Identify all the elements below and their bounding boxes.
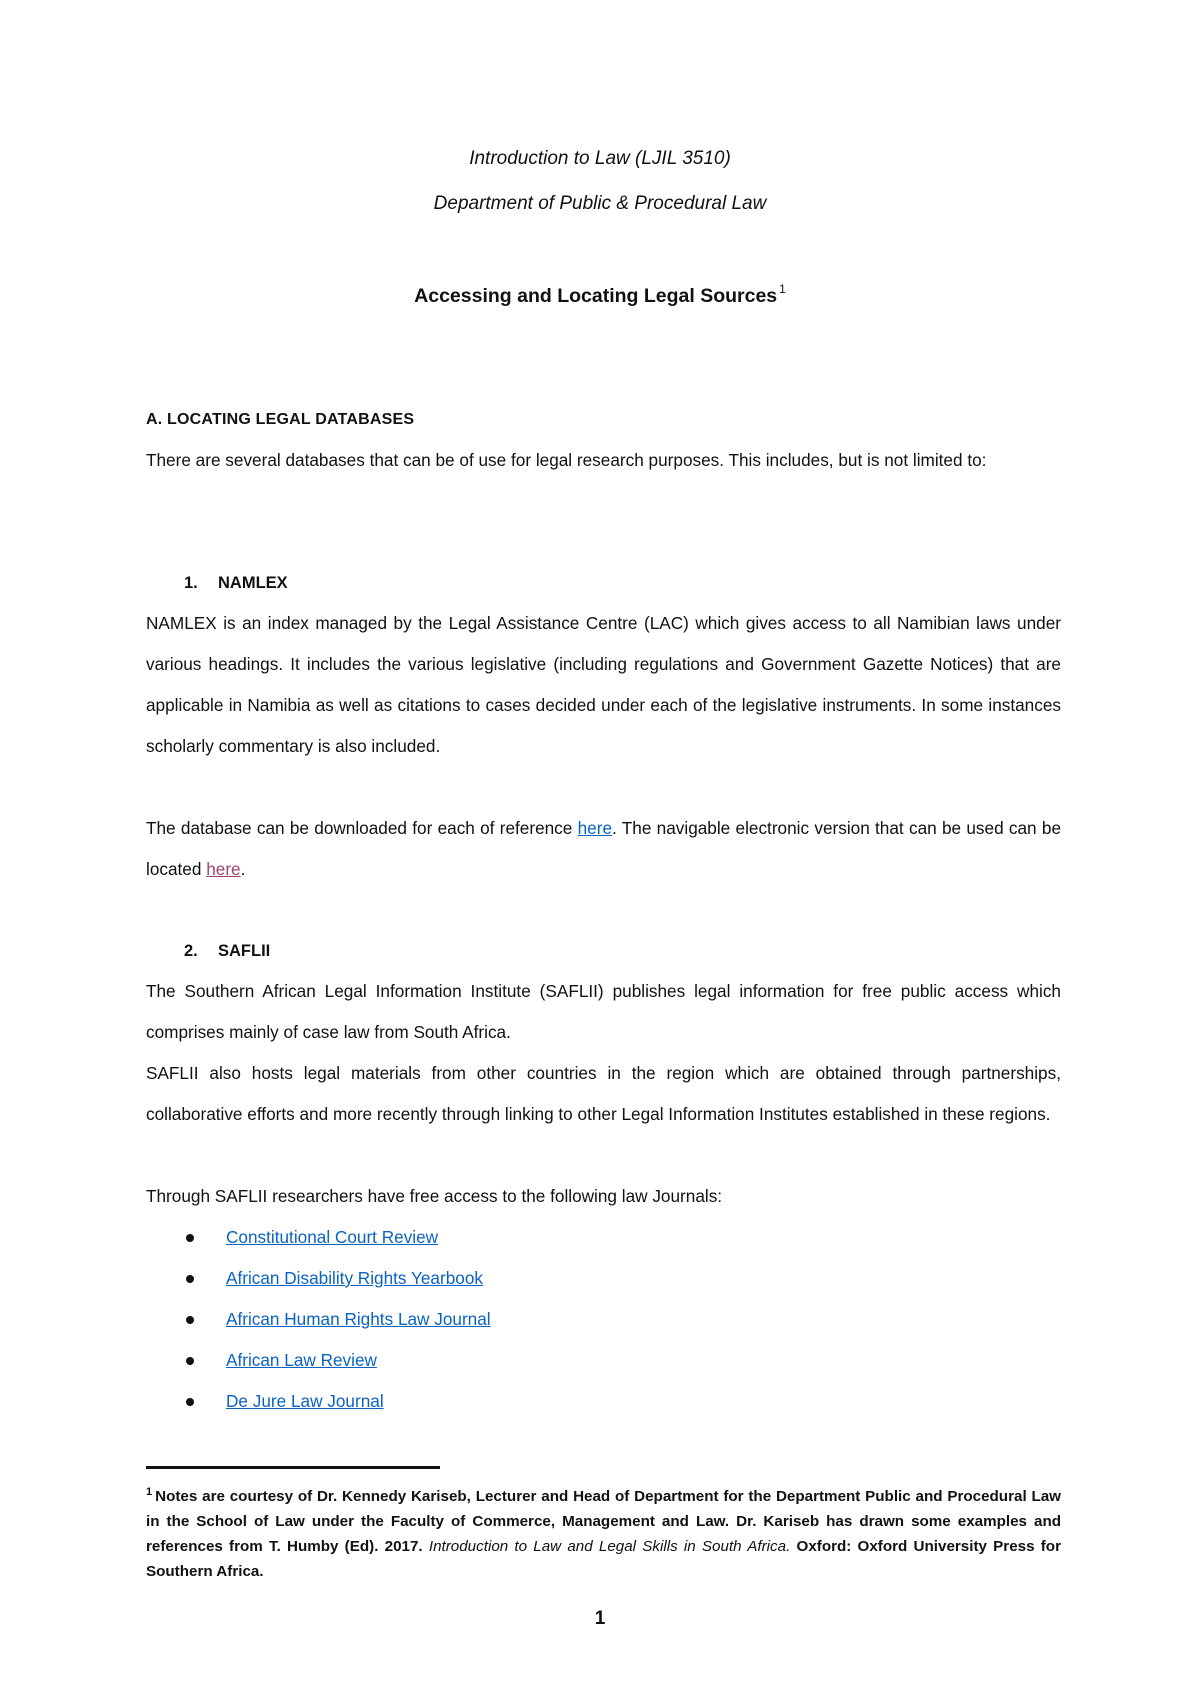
download-here-link[interactable]: here (577, 818, 613, 838)
namlex-title: NAMLEX (218, 574, 288, 592)
list-item (184, 1381, 491, 1422)
download-text-2: . The navigable electronic version that can be used can be located (146, 818, 1062, 879)
bullet-icon (186, 1357, 194, 1365)
course-title: Introduction to Law (LJIL 3510) (469, 148, 731, 169)
journal-link[interactable]: African Human Rights Law Journal (226, 1309, 491, 1329)
bullet-icon (186, 1275, 194, 1283)
saflii-journals-intro: Through SAFLII researchers have free access to the following law Journals: (146, 1186, 723, 1206)
journal-link[interactable]: African Law Review (226, 1350, 377, 1370)
footnote-marker: 1 (146, 1486, 153, 1498)
namlex-heading (184, 574, 288, 593)
document-title (0, 282, 1200, 308)
department-name: Department of Public & Procedural Law (433, 193, 767, 214)
footnote-text-2: Oxford: Oxford University Press for Southern Africa. (146, 1538, 1061, 1580)
section-a-heading: A. LOCATING LEGAL DATABASES (146, 411, 415, 428)
footnote-ref[interactable]: 1 (779, 282, 786, 296)
journal-link[interactable]: African Disability Rights Yearbook (226, 1268, 483, 1288)
bullet-icon (186, 1398, 194, 1406)
list-item (184, 1299, 491, 1340)
journal-link[interactable]: Constitutional Court Review (226, 1227, 439, 1247)
bullet-icon (186, 1234, 194, 1242)
list-item (184, 1340, 491, 1381)
page-number: 1 (594, 1608, 606, 1629)
journal-list (184, 1217, 491, 1422)
saflii-title: SAFLII (218, 942, 271, 960)
download-text-1: The database can be downloaded for each of reference (146, 818, 578, 838)
document-title-text: Accessing and Locating Legal Sources (414, 285, 778, 307)
namlex-download-paragraph (146, 808, 1061, 890)
list-item (184, 1217, 491, 1258)
footnote-book-title: Introduction to Law and Legal Skills in South Africa. (428, 1538, 791, 1555)
bullet-icon (186, 1316, 194, 1324)
footnote-separator (146, 1466, 440, 1469)
saflii-body-2: SAFLII also hosts legal materials from other countries in the region which are obtained through partnerships, collaborative efforts and more recently through linking to other Legal Information Institutes established in these regions. (146, 1063, 1061, 1124)
list-item (184, 1258, 491, 1299)
namlex-number: 1. (184, 574, 198, 592)
download-text-3: . (240, 859, 246, 879)
saflii-number: 2. (184, 942, 198, 960)
online-here-link[interactable]: here (206, 859, 241, 879)
journal-link[interactable]: De Jure Law Journal (226, 1391, 384, 1411)
namlex-body: NAMLEX is an index managed by the Legal Assistance Centre (LAC) which gives access to all Namibian laws under various headings. It includes the various legislative (including regulations and Government Gazette Notices) that are applicable in Namibia as well as citations to cases decided under each of the legislative instruments. In some instances scholarly commentary is also included. (146, 613, 1061, 756)
saflii-heading (184, 942, 270, 961)
footnote-text-1: Notes are courtesy of Dr. Kennedy Kariseb, Lecturer and Head of Department for the Department Public and Procedural Law in the School of Law under the Faculty of Commerce, Management and Law. Dr. Kariseb has drawn some examples and references from T. Humby (Ed). 2017. (146, 1488, 1061, 1555)
footnote (146, 1480, 1061, 1584)
section-a-intro: There are several databases that can be of use for legal research purposes. This includes, but is not limited to: (146, 450, 987, 470)
saflii-body-1: The Southern African Legal Information Institute (SAFLII) publishes legal information for free public access which comprises mainly of case law from South Africa. (146, 981, 1061, 1042)
